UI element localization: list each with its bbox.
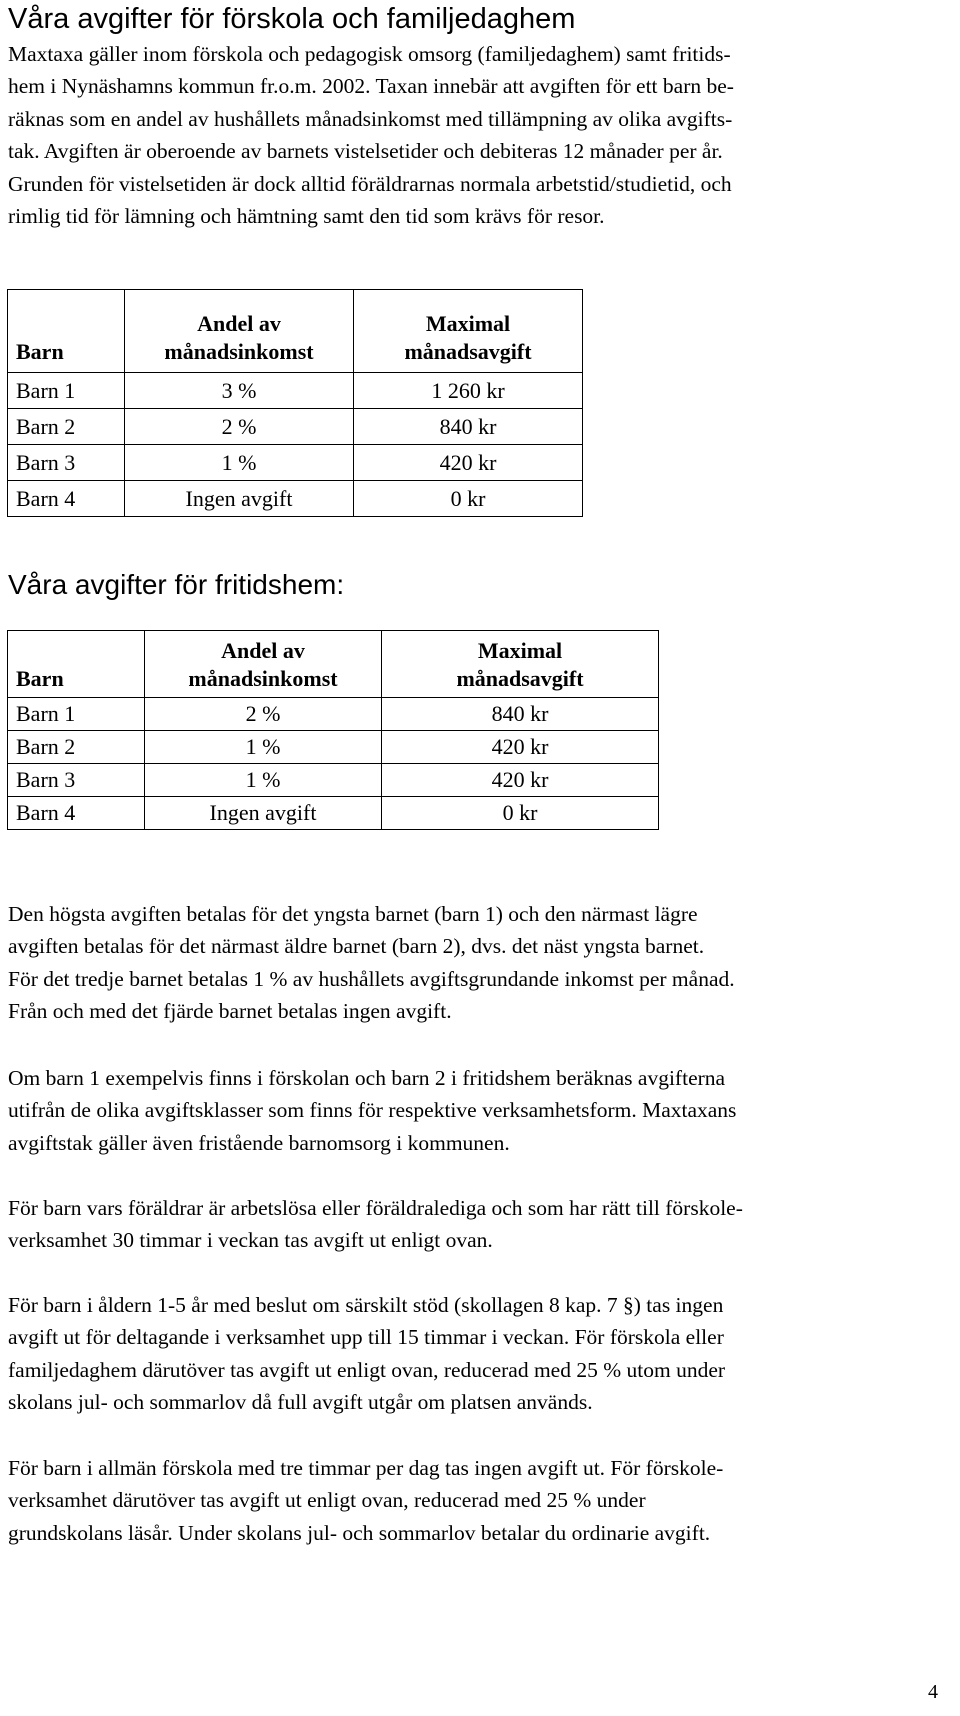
header-max-line1: Maximal bbox=[477, 638, 563, 663]
intro-line: Maxtaxa gäller inom förskola och pedagogisk omsorg (familjedaghem) samt fritids- bbox=[8, 42, 731, 66]
cell-max: 840 kr bbox=[354, 409, 583, 445]
header-barn: Barn bbox=[8, 290, 125, 373]
paragraph-line: Om barn 1 exempelvis finns i förskolan och barn 2 i fritidshem beräknas avgifterna bbox=[8, 1066, 726, 1090]
table-row bbox=[8, 445, 583, 481]
table-row bbox=[8, 373, 583, 409]
intro-line: hem i Nynäshamns kommun fr.o.m. 2002. Taxan innebär att avgiften för ett barn be- bbox=[8, 74, 734, 99]
header-barn: Barn bbox=[8, 631, 145, 698]
paragraph-line: Den högsta avgiften betalas för det yngsta barnet (barn 1) och den närmast lägre bbox=[8, 902, 698, 926]
paragraph-line: För det tredje barnet betalas 1 % av hushållets avgiftsgrundande inkomst per månad. bbox=[8, 966, 735, 991]
fee-table-fritidshem bbox=[7, 630, 659, 830]
paragraph-line: verksamhet därutöver tas avgift ut enligt ovan, reducerad med 25 % under bbox=[8, 1488, 646, 1513]
paragraph-line: grundskolans läsår. Under skolans jul- och sommarlov betalar du ordinarie avgift. bbox=[8, 1520, 711, 1545]
paragraph-line: För barn i allmän förskola med tre timmar per dag tas ingen avgift ut. För förskole- bbox=[8, 1456, 724, 1480]
intro-line: rimlig tid för lämning och hämtning samt den tid som krävs för resor. bbox=[8, 204, 605, 229]
cell-barn: Barn 2 bbox=[8, 409, 125, 445]
header-andel-line1: Andel av bbox=[221, 638, 305, 663]
cell-andel: Ingen avgift bbox=[125, 481, 354, 517]
header-max-line2: månadsavgift bbox=[404, 339, 532, 364]
paragraph-unemployed bbox=[8, 1192, 953, 1257]
header-max-line1: Maximal bbox=[425, 311, 511, 336]
cell-max: 420 kr bbox=[382, 731, 659, 764]
header-max-line2: månadsavgift bbox=[456, 666, 584, 691]
cell-andel: 1 % bbox=[145, 764, 382, 797]
cell-max: 0 kr bbox=[354, 481, 583, 517]
table-row bbox=[8, 409, 583, 445]
header-andel-line2: månadsinkomst bbox=[164, 339, 314, 364]
paragraph-line: Från och med det fjärde barnet betalas ingen avgift. bbox=[8, 999, 452, 1024]
table-row bbox=[8, 698, 659, 731]
cell-max: 840 kr bbox=[382, 698, 659, 731]
header-andel-line2: månadsinkomst bbox=[188, 666, 338, 691]
paragraph-line: avgiften betalas för det närmast äldre barnet (barn 2), dvs. det näst yngsta barnet. bbox=[8, 934, 705, 959]
header-andel-line1: Andel av bbox=[197, 311, 281, 336]
cell-barn: Barn 3 bbox=[8, 445, 125, 481]
intro-line: tak. Avgiften är oberoende av barnets vistelsetider och debiteras 12 månader per år. bbox=[8, 139, 723, 164]
cell-max: 0 kr bbox=[382, 797, 659, 830]
section-heading-fritidshem: Våra avgifter för fritidshem: bbox=[8, 569, 345, 600]
paragraph-line: avgiftstak gäller även fristående barnomsorg i kommunen. bbox=[8, 1130, 510, 1155]
cell-andel: 3 % bbox=[125, 373, 354, 409]
table-header-row bbox=[8, 290, 583, 373]
table-row bbox=[8, 731, 659, 764]
paragraph-line: avgift ut för deltagande i verksamhet upp till 15 timmar i veckan. För förskola eller bbox=[8, 1325, 724, 1350]
page-number: 4 bbox=[928, 1681, 938, 1703]
cell-andel: 1 % bbox=[145, 731, 382, 764]
cell-andel: 1 % bbox=[125, 445, 354, 481]
paragraph-line: utifrån de olika avgiftsklasser som finns för respektive verksamhetsform. Maxtaxans bbox=[8, 1098, 737, 1123]
header-max bbox=[354, 290, 583, 373]
paragraph-line: skolans jul- och sommarlov då full avgift utgår om platsen används. bbox=[8, 1390, 593, 1415]
cell-andel: Ingen avgift bbox=[145, 797, 382, 830]
intro-line: räknas som en andel av hushållets månadsinkomst med tillämpning av olika avgifts- bbox=[8, 106, 733, 131]
table-row bbox=[8, 481, 583, 517]
page-heading: Våra avgifter för förskola och familjedaghem bbox=[8, 3, 576, 35]
cell-barn: Barn 3 bbox=[8, 764, 145, 797]
cell-barn: Barn 2 bbox=[8, 731, 145, 764]
paragraph-line: För barn vars föräldrar är arbetslösa eller föräldralediga och som har rätt till förskole- bbox=[8, 1196, 743, 1220]
cell-barn: Barn 1 bbox=[8, 373, 125, 409]
table-row bbox=[8, 764, 659, 797]
header-andel bbox=[145, 631, 382, 698]
cell-andel: 2 % bbox=[145, 698, 382, 731]
table-header-row bbox=[8, 631, 659, 698]
paragraph-example bbox=[8, 1062, 953, 1159]
cell-max: 420 kr bbox=[382, 764, 659, 797]
paragraph-line: verksamhet 30 timmar i veckan tas avgift ut enligt ovan. bbox=[8, 1228, 493, 1253]
cell-max: 420 kr bbox=[354, 445, 583, 481]
cell-barn: Barn 4 bbox=[8, 481, 125, 517]
table-row bbox=[8, 797, 659, 830]
intro-line: Grunden för vistelsetiden är dock alltid föräldrarnas normala arbetstid/studietid, och bbox=[8, 171, 732, 196]
cell-barn: Barn 4 bbox=[8, 797, 145, 830]
paragraph-fee-order bbox=[8, 898, 953, 1028]
cell-andel: 2 % bbox=[125, 409, 354, 445]
paragraph-general-preschool bbox=[8, 1452, 953, 1549]
paragraph-line: familjedaghem därutöver tas avgift ut enligt ovan, reducerad med 25 % utom under bbox=[8, 1357, 726, 1382]
fee-table-preschool bbox=[7, 289, 583, 517]
intro-paragraph bbox=[8, 38, 953, 232]
cell-max: 1 260 kr bbox=[354, 373, 583, 409]
paragraph-line: För barn i åldern 1-5 år med beslut om särskilt stöd (skollagen 8 kap. 7 §) tas ingen bbox=[8, 1293, 724, 1317]
header-max bbox=[382, 631, 659, 698]
cell-barn: Barn 1 bbox=[8, 698, 145, 731]
header-andel bbox=[125, 290, 354, 373]
paragraph-special-support bbox=[8, 1289, 953, 1419]
